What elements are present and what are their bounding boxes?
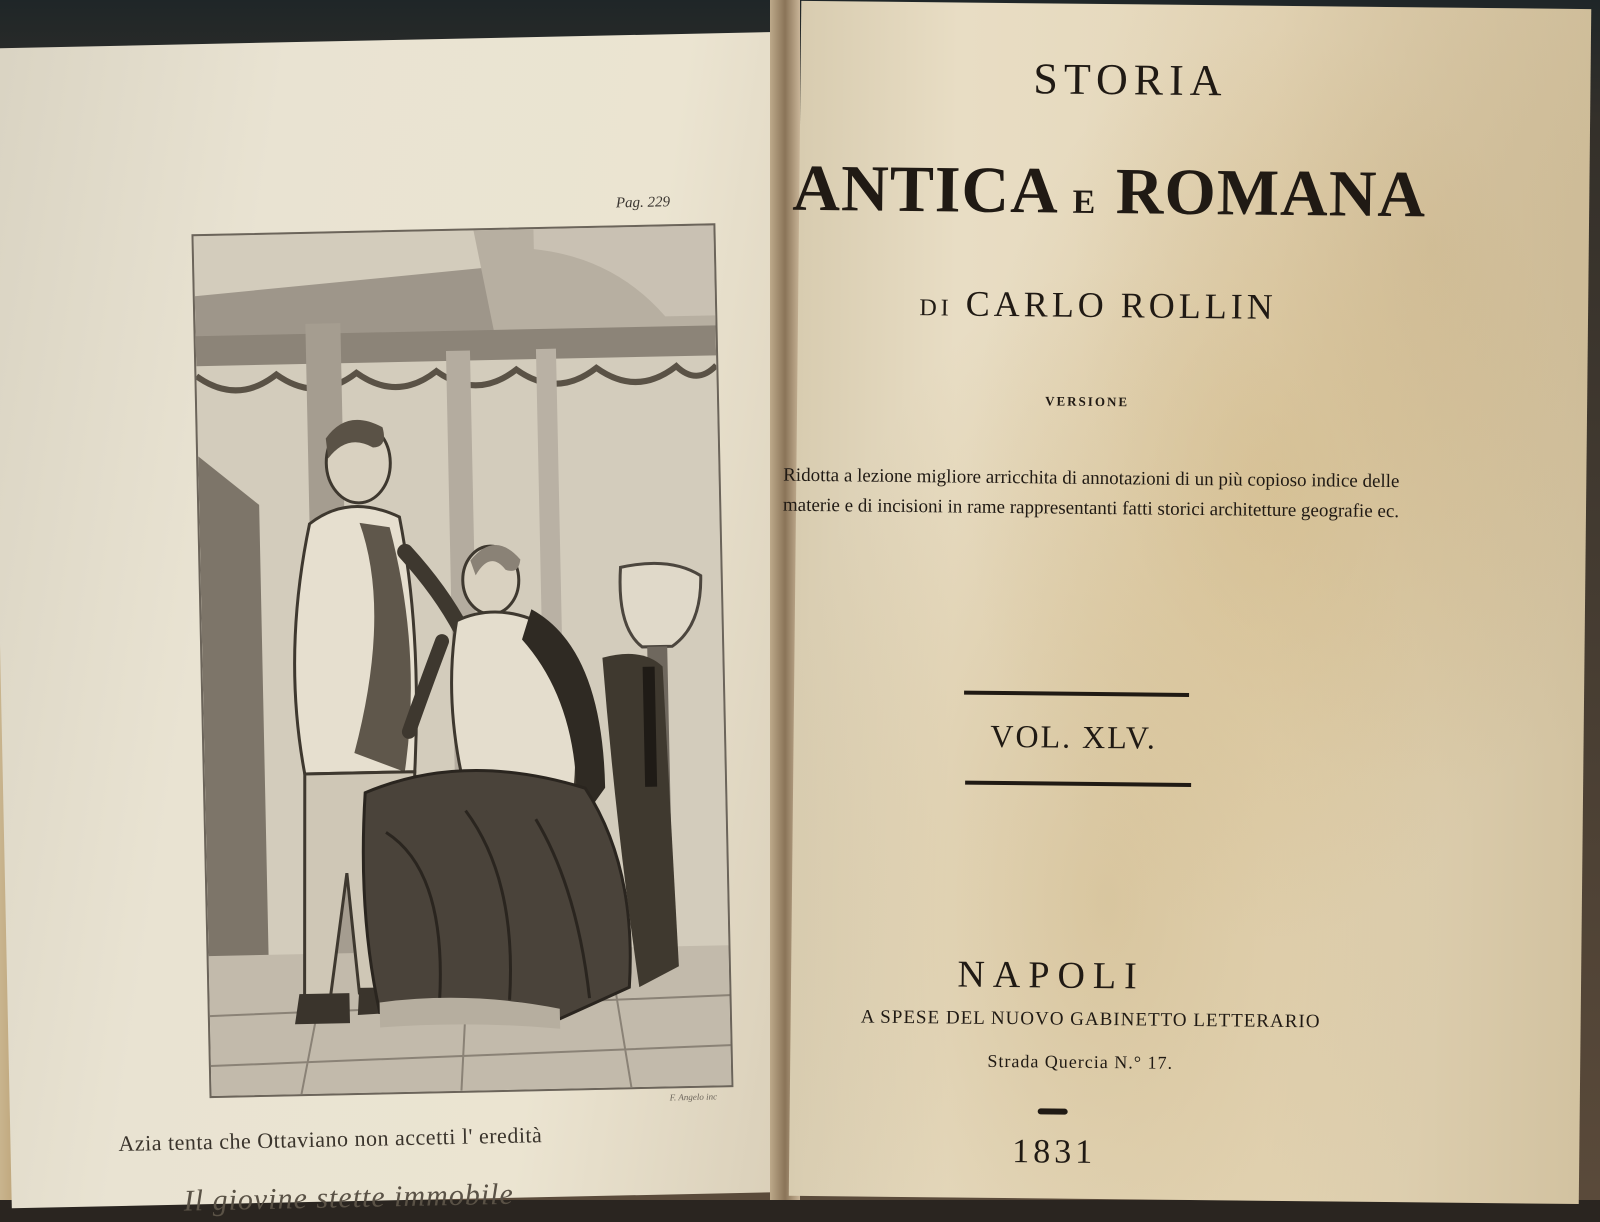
engraving-drawing xyxy=(193,225,731,1096)
engraving-illustration xyxy=(191,223,733,1098)
title-line-2 xyxy=(789,151,1430,234)
publication-city: NAPOLI xyxy=(957,953,1145,998)
title-antica: ANTICA xyxy=(792,151,1056,228)
author-line xyxy=(858,281,1338,328)
plate-subcaption: Il giovine stette immobile xyxy=(183,1177,515,1218)
volume-number: VOL. XLV. xyxy=(990,717,1158,756)
author-name: CARLO ROLLIN xyxy=(965,283,1277,327)
ornament-dash xyxy=(1038,1108,1068,1114)
publication-year: 1831 xyxy=(1012,1133,1097,1171)
plate-page-label: Pag. 229 xyxy=(615,194,671,212)
plate-caption: Azia tenta che Ottaviano non accetti l' eredità xyxy=(118,1122,543,1157)
title-romana: ROMANA xyxy=(1115,155,1427,232)
volume-rule-top xyxy=(964,691,1189,697)
title-line-1: STORIA xyxy=(1033,54,1228,106)
frontispiece-page xyxy=(0,32,812,1218)
edition-description: Ridotta a lezione migliore arricchita di annotazioni di un più copioso indice delle materie e di incisioni in rame rappresentanti fatti storici architetture geografie ec. xyxy=(782,464,1400,523)
version-label: VERSIONE xyxy=(1045,393,1130,410)
engraver-signature: F. Angelo inc xyxy=(669,1091,718,1103)
title-page xyxy=(782,1,1591,1204)
publisher-line: A SPESE DEL NUOVO GABINETTO LETTERARIO xyxy=(860,1006,1321,1033)
volume-rule-bottom xyxy=(965,781,1191,787)
author-prefix: DI xyxy=(919,295,953,322)
publisher-address: Strada Quercia N.° 17. xyxy=(987,1050,1174,1073)
title-conjunction: E xyxy=(1072,183,1099,221)
